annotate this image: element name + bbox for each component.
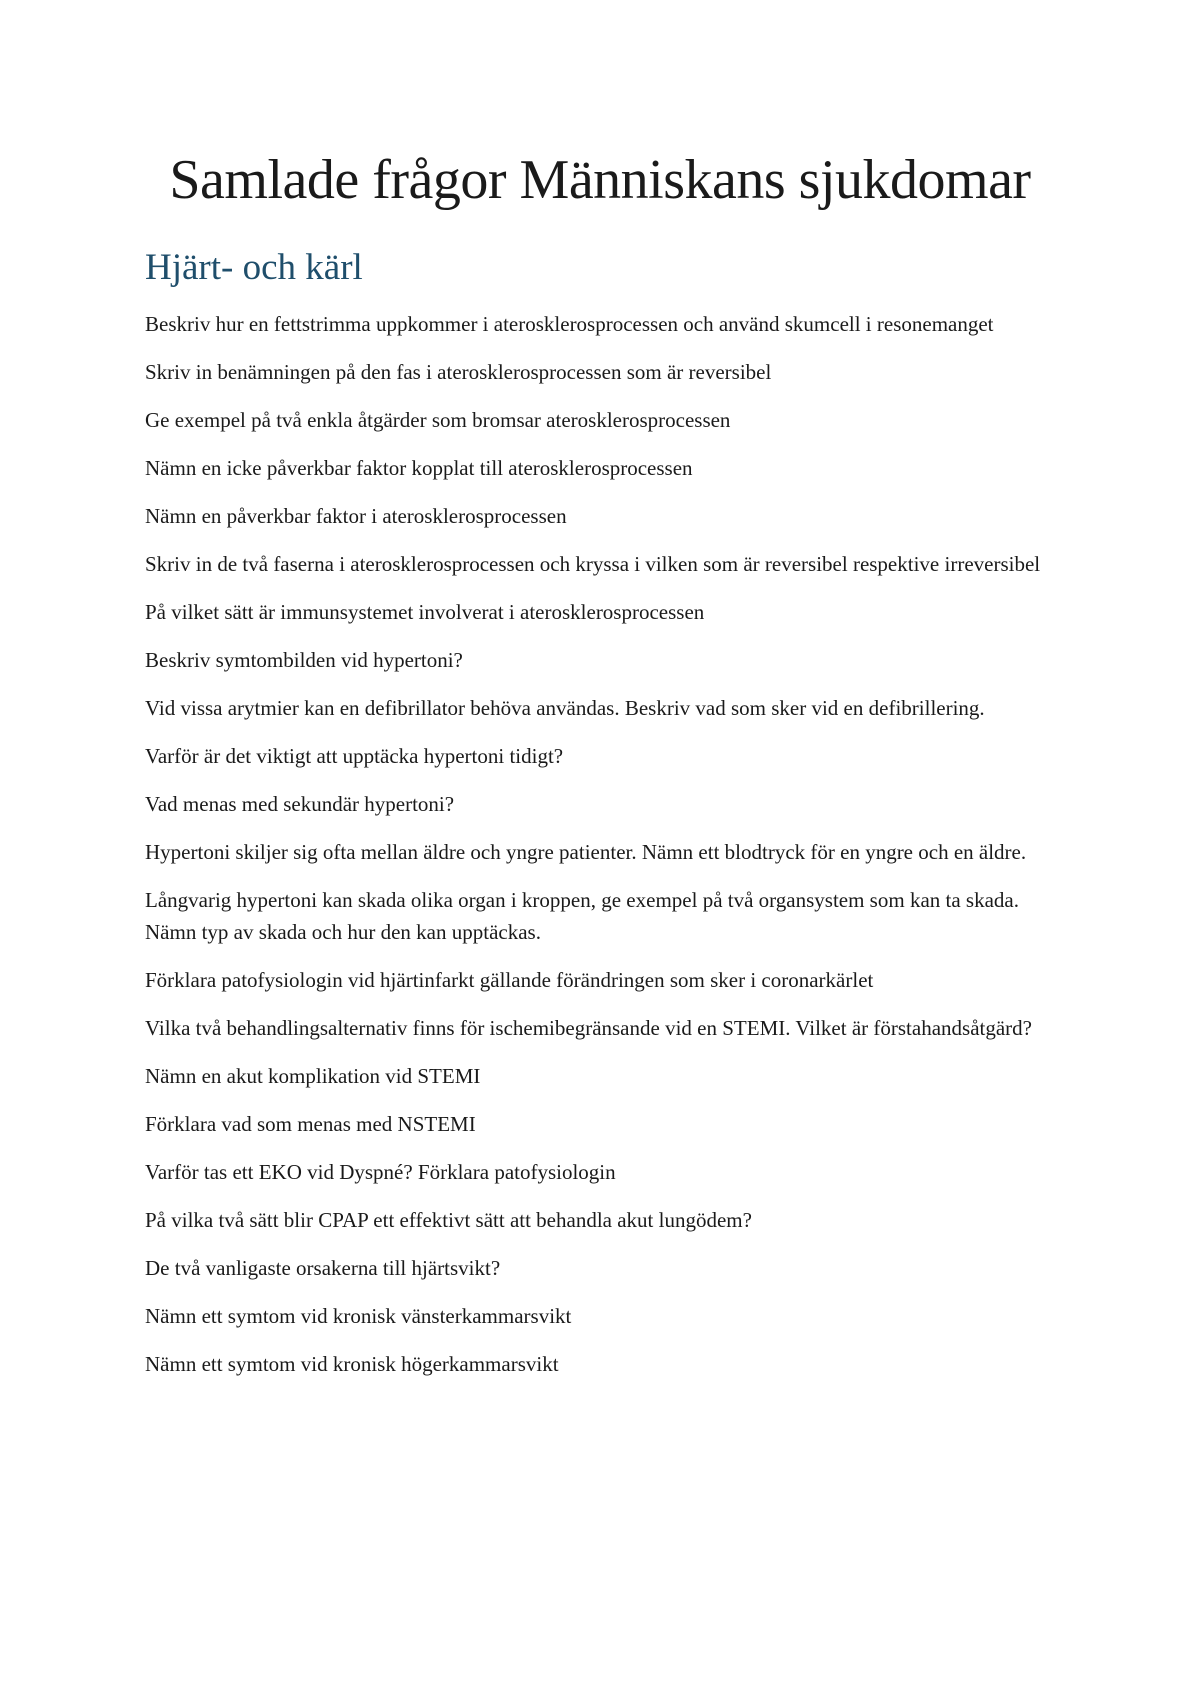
question-item: Nämn ett symtom vid kronisk vänsterkammarsvikt	[145, 1304, 572, 1328]
question-item: På vilket sätt är immunsystemet involverat i aterosklerosprocessen	[145, 600, 705, 624]
question-item: Varför tas ett EKO vid Dyspné? Förklara patofysiologin	[145, 1160, 616, 1184]
question-item: Ge exempel på två enkla åtgärder som bromsar aterosklerosprocessen	[145, 408, 731, 432]
question-item: De två vanligaste orsakerna till hjärtsvikt?	[145, 1256, 501, 1280]
question-item: Beskriv symtombilden vid hypertoni?	[145, 648, 463, 672]
question-item: Långvarig hypertoni kan skada olika organ i kroppen, ge exempel på två organsystem som kan ta skada. Nämn typ av skada och hur den kan upptäckas.	[145, 888, 1019, 944]
question-item: Nämn ett symtom vid kronisk högerkammarsvikt	[145, 1352, 559, 1376]
question-item: Skriv in benämningen på den fas i aterosklerosprocessen som är reversibel	[145, 360, 772, 384]
question-item: Beskriv hur en fettstrimma uppkommer i aterosklerosprocessen och använd skumcell i resonemanget	[145, 312, 994, 336]
question-list	[145, 308, 1050, 1396]
question-item: Skriv in de två faserna i aterosklerosprocessen och kryssa i vilken som är reversibel respektive irreversibel	[145, 552, 1041, 576]
question-item: Varför är det viktigt att upptäcka hypertoni tidigt?	[145, 744, 564, 768]
question-item: Nämn en påverkbar faktor i aterosklerosprocessen	[145, 504, 567, 528]
question-item: Vad menas med sekundär hypertoni?	[145, 792, 455, 816]
question-item: Nämn en akut komplikation vid STEMI	[145, 1064, 481, 1088]
section-heading: Hjärt- och kärl	[145, 247, 363, 288]
question-item: Förklara patofysiologin vid hjärtinfarkt gällande förändringen som sker i coronarkärlet	[145, 968, 874, 992]
question-item: Vid vissa arytmier kan en defibrillator behöva användas. Beskriv vad som sker vid en defibrillering.	[145, 696, 985, 720]
document-title: Samlade frågor Människans sjukdomar	[169, 149, 1031, 211]
question-item: På vilka två sätt blir CPAP ett effektivt sätt att behandla akut lungödem?	[145, 1208, 752, 1232]
question-item: Vilka två behandlingsalternativ finns för ischemibegränsande vid en STEMI. Vilket är förstahandsåtgärd?	[145, 1016, 1032, 1040]
question-item: Hypertoni skiljer sig ofta mellan äldre och yngre patienter. Nämn ett blodtryck för en yngre och en äldre.	[145, 840, 1027, 864]
question-item: Nämn en icke påverkbar faktor kopplat till aterosklerosprocessen	[145, 456, 693, 480]
question-item: Förklara vad som menas med NSTEMI	[145, 1112, 476, 1136]
